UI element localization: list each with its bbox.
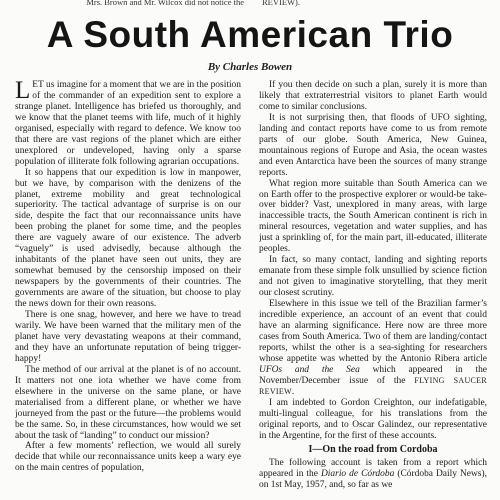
paragraph: I am indebted to Gordon Creighton, our indefatigable, multi-lingual colleague, for his translations from the original reports, and to Oscar Galindez, our representative in the Argentine, for the first of these accounts. [259, 397, 487, 441]
paragraph [259, 458, 487, 491]
paragraph [15, 80, 241, 168]
article-title: A South American Trio [46, 14, 454, 55]
paragraph: It is not surprising then, that floods of UFO sighting, landing and contact reports have come to us from remote parts of our globe. South America, New Guinea, mountainous regions of Europe and Asia, the ocean wastes and even Antarctica have been the sources of many strange reports. [259, 112, 487, 178]
paragraph-text: (Córdoba Daily News), on 1st May, 1957, and, so far as we [259, 469, 487, 491]
paragraph: In fact, so many contact, landing and sighting reports emanate from these simple folk unsullied by science fiction and not given to imaginative storytelling, that they merit our closest scrutiny. [259, 255, 487, 299]
top-left-fragment: Mrs. Brown and Mr. Wilcox did not notice the [86, 0, 244, 7]
drop-cap: L [15, 80, 31, 104]
previous-page-fragment [0, 0, 500, 10]
paragraph-text: . [291, 386, 295, 397]
paragraph: If you then decide on such a plan, surely it is more than likely that extraterrestrial visitors to planet Earth would come to similar conclusions. [259, 80, 487, 112]
paragraph: The method of our arrival at the planet is of no account. It matters not one iota whether we have come from elsewhere in the universe on the same plane, or have materialised from a different plane, or whether we have journeyed from the past or the future—the problems would be the same. So, in these circumstances, how would we set about the task of “landing” to conduct our mission? [15, 364, 241, 441]
section-heading: I—On the road from Cordoba [308, 444, 438, 456]
paragraph [259, 299, 487, 398]
article-reference: UFOs and the Sea [259, 364, 360, 375]
article-byline: By Charles Bowen [207, 61, 293, 73]
paragraph-text: Elsewhere in this issue we tell of the Brazilian farmer’s incredible experience, an account of an event that could have an alarming significance. Here now are three more cases from South America. Two of them are landing/contact reports, whilst the other is a sea-sighting for researchers whose appetite was whetted by the Antonio Ribera article [259, 299, 487, 364]
paragraph-text: ET us imagine for a moment that we are in the position of the commander of an expedition sent to explore a strange planet. Intelligence has briefed us thoroughly, and we know that the planet teems with life, much of it highly organised, especially with regard to defence. We know too that there are vast regions of the planet which are either unexplored or undeveloped, having only a sparse population of illiterate folk following agrarian occupations. [15, 80, 241, 167]
paragraph-text: The following account is taken from a report which appeared in the [259, 458, 487, 480]
paragraph: There is one snag, however, and here we have to tread warily. We have been warned that the military men of the planet have very devastating weapons at their command, and they have an unfortunate reputation of being trigger-happy! [15, 310, 241, 364]
paragraph: It so happens that our expedition is low in manpower, but we have, by comparison with the denizens of the planet, extreme mobility and great technological superiority. The tactical advantage of surprise is on our side, despite the fact that our reconnaissance units have been probing the planet for some time, and the peoples there are vaguely aware of our existence. The adverb “vaguely” is used advisedly, because although the inhabitants of the planet have seen out units, they are somewhat bemused by the censorship imposed on their newspapers by the governments of their countries. The governments are aware of the situation, but choose to play the news down for their own reasons. [15, 167, 241, 310]
newspaper-name: Diario de Córdoba [320, 469, 395, 480]
top-right-fragment: REVIEW). [262, 0, 301, 7]
right-column [259, 80, 487, 500]
paragraph: What region more suitable than South America can we on Earth offer to the prospective explorer or would-be take-over bidder? Vast, unexplored in many areas, with large inaccessible tracts, the South American continent is rich in mineral resources, vegetation and water supplies, and has just a sprinkling of, for the main part, ill-educated, illiterate peoples. [259, 178, 487, 255]
paragraph-text: which appeared in the November/December issue of the [259, 364, 487, 386]
magazine-name: FLYING SAUCER REVIEW [259, 375, 487, 396]
left-column [15, 80, 241, 500]
paragraph: After a few moments’ reflection, we would all surely decide that while our reconnaissance units keep a wary eye on the main centres of population, [15, 441, 241, 474]
